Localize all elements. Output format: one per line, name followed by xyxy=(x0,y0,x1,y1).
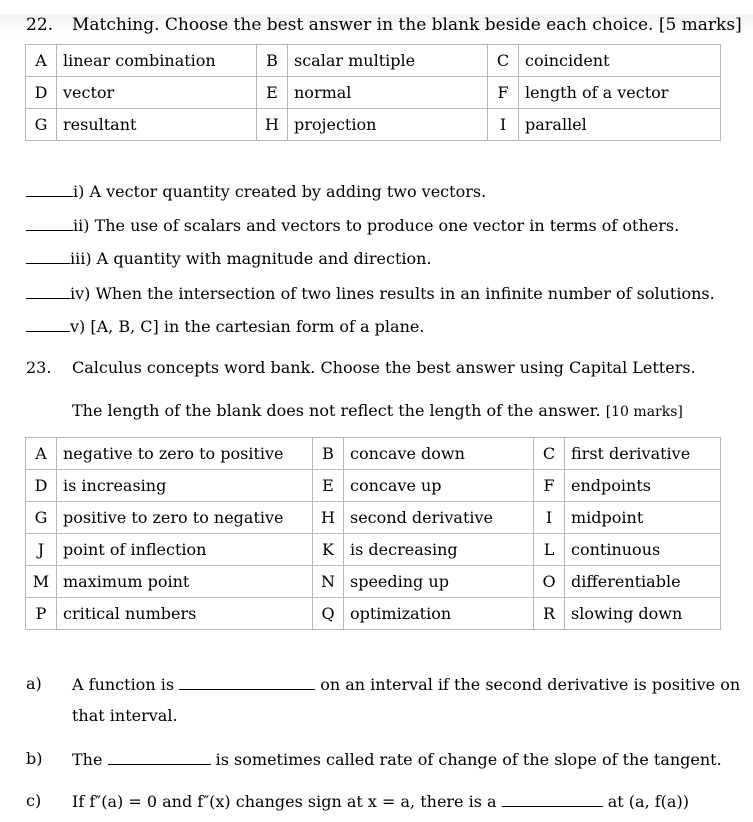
option-letter: E xyxy=(313,470,344,502)
part-c-sentence xyxy=(72,791,689,811)
part-a-sentence xyxy=(72,674,740,694)
q22-title: Matching. Choose the best answer in the blank beside each choice. xyxy=(72,15,654,35)
part-c-text2: at (a, f(a)) xyxy=(607,792,689,811)
option-letter: C xyxy=(488,45,519,77)
q23-word-bank-table xyxy=(25,437,721,630)
answer-blank[interactable] xyxy=(26,181,73,197)
option-letter: A xyxy=(26,438,57,470)
option-term: length of a vector xyxy=(519,77,721,109)
option-term: differentiable xyxy=(565,566,721,598)
q22-heading xyxy=(72,15,742,35)
option-term: optimization xyxy=(344,598,534,630)
table-row xyxy=(26,438,721,470)
option-term: continuous xyxy=(565,534,721,566)
answer-blank[interactable] xyxy=(26,283,70,299)
option-letter: G xyxy=(26,502,57,534)
option-letter: K xyxy=(313,534,344,566)
option-letter: N xyxy=(313,566,344,598)
q22-number: 22. xyxy=(26,15,54,35)
option-term: second derivative xyxy=(344,502,534,534)
option-letter: D xyxy=(26,77,57,109)
option-letter: I xyxy=(488,109,519,141)
part-c-label: c) xyxy=(26,791,42,810)
option-letter: A xyxy=(26,45,57,77)
part-b-sentence xyxy=(72,749,722,769)
option-term: projection xyxy=(288,109,488,141)
part-b-label: b) xyxy=(26,749,43,768)
part-b-answer-blank[interactable] xyxy=(108,749,211,765)
matching-item-text: iv) When the intersection of two lines results in an infinite number of solutions. xyxy=(70,284,715,303)
option-term: point of inflection xyxy=(57,534,313,566)
table-row xyxy=(26,109,721,141)
part-c-text1: If f″(a) = 0 and f″(x) changes sign at x = a, there is a xyxy=(72,792,497,811)
option-term: concave down xyxy=(344,438,534,470)
table-row xyxy=(26,45,721,77)
part-a-before: A function is xyxy=(72,675,175,694)
option-term: slowing down xyxy=(565,598,721,630)
option-term: linear combination xyxy=(57,45,257,77)
q23-note-line xyxy=(72,401,683,420)
matching-item xyxy=(26,248,432,268)
table-row xyxy=(26,470,721,502)
option-letter: G xyxy=(26,109,57,141)
matching-item xyxy=(26,283,715,303)
option-letter: F xyxy=(534,470,565,502)
part-a-line2: that interval. xyxy=(72,706,178,725)
option-letter: J xyxy=(26,534,57,566)
option-term: is decreasing xyxy=(344,534,534,566)
option-letter: P xyxy=(26,598,57,630)
option-letter: D xyxy=(26,470,57,502)
q23-note: The length of the blank does not reflect the length of the answer. xyxy=(72,401,601,420)
part-a-answer-blank[interactable] xyxy=(179,674,315,690)
option-letter: F xyxy=(488,77,519,109)
table-row xyxy=(26,566,721,598)
part-a-label: a) xyxy=(26,674,42,693)
matching-item xyxy=(26,181,486,201)
part-b-after: is sometimes called rate of change of the slope of the tangent. xyxy=(215,750,722,769)
part-c-answer-blank[interactable] xyxy=(502,791,603,807)
option-term: scalar multiple xyxy=(288,45,488,77)
option-term: parallel xyxy=(519,109,721,141)
option-term: coincident xyxy=(519,45,721,77)
option-term: negative to zero to positive xyxy=(57,438,313,470)
option-term: maximum point xyxy=(57,566,313,598)
answer-blank[interactable] xyxy=(26,248,70,264)
option-term: endpoints xyxy=(565,470,721,502)
option-term: concave up xyxy=(344,470,534,502)
matching-item xyxy=(26,215,679,235)
option-letter: B xyxy=(313,438,344,470)
option-term: speeding up xyxy=(344,566,534,598)
option-term: is increasing xyxy=(57,470,313,502)
option-letter: E xyxy=(257,77,288,109)
option-letter: R xyxy=(534,598,565,630)
option-term: critical numbers xyxy=(57,598,313,630)
option-letter: I xyxy=(534,502,565,534)
option-term: positive to zero to negative xyxy=(57,502,313,534)
matching-item xyxy=(26,316,424,336)
option-term: first derivative xyxy=(565,438,721,470)
q23-number: 23. xyxy=(26,358,52,377)
part-b-before: The xyxy=(72,750,103,769)
option-letter: Q xyxy=(313,598,344,630)
matching-item-text: i) A vector quantity created by adding two vectors. xyxy=(73,182,487,201)
matching-item-text: iii) A quantity with magnitude and direction. xyxy=(70,249,432,268)
option-term: vector xyxy=(57,77,257,109)
option-term: midpoint xyxy=(565,502,721,534)
q23-title: Calculus concepts word bank. Choose the best answer using Capital Letters. xyxy=(72,358,696,377)
answer-blank[interactable] xyxy=(26,215,73,231)
q23-marks: [10 marks] xyxy=(605,404,683,420)
matching-item-text: v) [A, B, C] in the cartesian form of a plane. xyxy=(70,317,425,336)
q22-marks: [5 marks] xyxy=(658,15,742,35)
option-letter: B xyxy=(257,45,288,77)
option-letter: L xyxy=(534,534,565,566)
option-letter: M xyxy=(26,566,57,598)
answer-blank[interactable] xyxy=(26,316,70,332)
option-letter: C xyxy=(534,438,565,470)
option-letter: H xyxy=(257,109,288,141)
option-term: resultant xyxy=(57,109,257,141)
part-a-after: on an interval if the second derivative is positive on xyxy=(320,675,741,694)
q22-matching-table xyxy=(25,44,721,141)
matching-item-text: ii) The use of scalars and vectors to produce one vector in terms of others. xyxy=(73,216,680,235)
option-term: normal xyxy=(288,77,488,109)
option-letter: O xyxy=(534,566,565,598)
option-letter: H xyxy=(313,502,344,534)
table-row xyxy=(26,598,721,630)
table-row xyxy=(26,534,721,566)
table-row xyxy=(26,77,721,109)
table-row xyxy=(26,502,721,534)
